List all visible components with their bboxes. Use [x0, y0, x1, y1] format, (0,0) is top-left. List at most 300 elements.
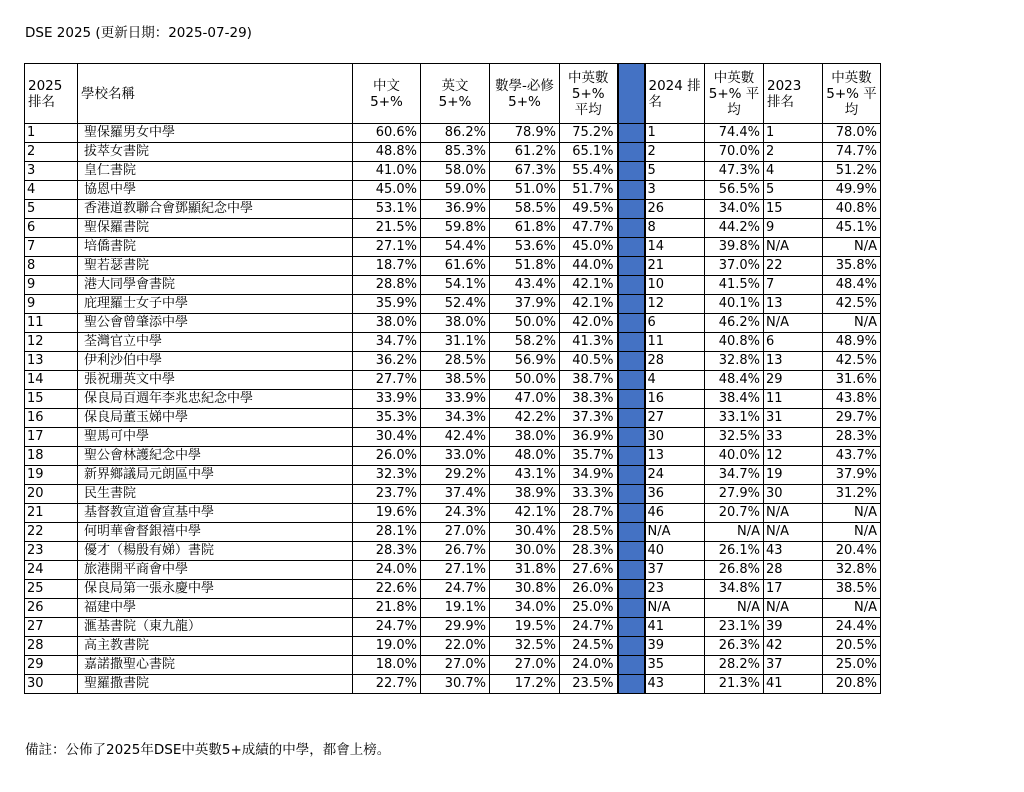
english-cell: 59.0%	[421, 181, 490, 200]
header-chinese: 中文 5+%	[353, 64, 421, 124]
school-name-cell: 香港道教聯合會鄧顯紀念中學	[78, 200, 353, 219]
english-cell: 27.0%	[421, 523, 490, 542]
column-separator	[618, 618, 645, 637]
english-cell: 61.6%	[421, 257, 490, 276]
average-2025-cell: 24.0%	[560, 656, 618, 675]
rank-2025-cell: 5	[25, 200, 78, 219]
rank-2024-cell: 14	[645, 238, 705, 257]
table-row	[25, 428, 881, 447]
column-separator	[618, 390, 645, 409]
table-row	[25, 675, 881, 694]
table-row	[25, 143, 881, 162]
table-row	[25, 656, 881, 675]
school-name-cell: 聖若瑟書院	[78, 257, 353, 276]
rank-2024-cell: 11	[645, 333, 705, 352]
chinese-cell: 35.3%	[353, 409, 421, 428]
table-row	[25, 485, 881, 504]
math-cell: 42.2%	[490, 409, 560, 428]
average-2023-cell: 32.8%	[823, 561, 881, 580]
average-2023-cell: 49.9%	[823, 181, 881, 200]
column-separator	[618, 637, 645, 656]
table-row	[25, 542, 881, 561]
school-name-cell: 張祝珊英文中學	[78, 371, 353, 390]
english-cell: 31.1%	[421, 333, 490, 352]
column-separator	[618, 162, 645, 181]
column-separator	[618, 485, 645, 504]
english-cell: 28.5%	[421, 352, 490, 371]
english-cell: 34.3%	[421, 409, 490, 428]
average-2024-cell: 20.7%	[705, 504, 764, 523]
average-2025-cell: 42.0%	[560, 314, 618, 333]
header-english: 英文 5+%	[421, 64, 490, 124]
average-2024-cell: 48.4%	[705, 371, 764, 390]
rank-2024-cell: 6	[645, 314, 705, 333]
column-separator	[618, 181, 645, 200]
rank-2025-cell: 28	[25, 637, 78, 656]
school-name-cell: 伊利沙伯中學	[78, 352, 353, 371]
average-2023-cell: 37.9%	[823, 466, 881, 485]
header-average-2025: 中英數 5+% 平均	[560, 64, 618, 124]
rank-2025-cell: 25	[25, 580, 78, 599]
math-cell: 38.0%	[490, 428, 560, 447]
rank-2024-cell: 2	[645, 143, 705, 162]
school-name-cell: 基督教宣道會宣基中學	[78, 504, 353, 523]
school-name-cell: 保良局董玉娣中學	[78, 409, 353, 428]
rank-2024-cell: 16	[645, 390, 705, 409]
average-2023-cell: 31.6%	[823, 371, 881, 390]
english-cell: 33.9%	[421, 390, 490, 409]
rank-2024-cell: 30	[645, 428, 705, 447]
average-2023-cell: 43.7%	[823, 447, 881, 466]
school-name-cell: 庇理羅士女子中學	[78, 295, 353, 314]
table-row	[25, 637, 881, 656]
average-2023-cell: 43.8%	[823, 390, 881, 409]
english-cell: 36.9%	[421, 200, 490, 219]
column-separator	[618, 599, 645, 618]
english-cell: 24.7%	[421, 580, 490, 599]
column-separator	[618, 276, 645, 295]
rank-2023-cell: 1	[764, 124, 823, 143]
school-name-cell: 保良局第一張永慶中學	[78, 580, 353, 599]
table-row	[25, 618, 881, 637]
math-cell: 43.4%	[490, 276, 560, 295]
average-2025-cell: 33.3%	[560, 485, 618, 504]
rank-2025-cell: 13	[25, 352, 78, 371]
math-cell: 61.8%	[490, 219, 560, 238]
rank-2025-cell: 12	[25, 333, 78, 352]
average-2025-cell: 37.3%	[560, 409, 618, 428]
english-cell: 52.4%	[421, 295, 490, 314]
rank-2023-cell: 28	[764, 561, 823, 580]
rank-2025-cell: 23	[25, 542, 78, 561]
math-cell: 58.5%	[490, 200, 560, 219]
school-name-cell: 新界鄉議局元朗區中學	[78, 466, 353, 485]
rank-2025-cell: 29	[25, 656, 78, 675]
average-2023-cell: 28.3%	[823, 428, 881, 447]
chinese-cell: 38.0%	[353, 314, 421, 333]
rank-2023-cell: 13	[764, 295, 823, 314]
school-name-cell: 民生書院	[78, 485, 353, 504]
school-name-cell: 嘉諾撒聖心書院	[78, 656, 353, 675]
average-2023-cell: 78.0%	[823, 124, 881, 143]
school-name-cell: 滙基書院（東九龍）	[78, 618, 353, 637]
column-separator	[618, 561, 645, 580]
header-math: 數學-必修 5+%	[490, 64, 560, 124]
average-2025-cell: 24.7%	[560, 618, 618, 637]
rank-2024-cell: 41	[645, 618, 705, 637]
table-row	[25, 447, 881, 466]
english-cell: 38.0%	[421, 314, 490, 333]
rank-2023-cell: 43	[764, 542, 823, 561]
rank-2025-cell: 1	[25, 124, 78, 143]
rank-2023-cell: 17	[764, 580, 823, 599]
average-2023-cell: N/A	[823, 314, 881, 333]
header-rank-2024: 2024 排名	[645, 64, 705, 124]
school-name-cell: 聖保羅男女中學	[78, 124, 353, 143]
english-cell: 86.2%	[421, 124, 490, 143]
footnote: 備註：公佈了2025年DSE中英數5+成績的中學，都會上榜。	[25, 742, 391, 758]
math-cell: 32.5%	[490, 637, 560, 656]
chinese-cell: 48.8%	[353, 143, 421, 162]
average-2023-cell: N/A	[823, 238, 881, 257]
average-2023-cell: 20.8%	[823, 675, 881, 694]
average-2025-cell: 42.1%	[560, 276, 618, 295]
average-2025-cell: 44.0%	[560, 257, 618, 276]
english-cell: 27.0%	[421, 656, 490, 675]
rank-2025-cell: 15	[25, 390, 78, 409]
school-name-cell: 福建中學	[78, 599, 353, 618]
chinese-cell: 45.0%	[353, 181, 421, 200]
average-2025-cell: 49.5%	[560, 200, 618, 219]
column-separator	[618, 542, 645, 561]
rank-2025-cell: 22	[25, 523, 78, 542]
header-rank-2023: 2023 排名	[764, 64, 823, 124]
school-name-cell: 荃灣官立中學	[78, 333, 353, 352]
average-2024-cell: 39.8%	[705, 238, 764, 257]
rank-2025-cell: 3	[25, 162, 78, 181]
school-name-cell: 高主教書院	[78, 637, 353, 656]
average-2024-cell: 26.3%	[705, 637, 764, 656]
english-cell: 38.5%	[421, 371, 490, 390]
chinese-cell: 18.0%	[353, 656, 421, 675]
average-2024-cell: 47.3%	[705, 162, 764, 181]
rank-2025-cell: 30	[25, 675, 78, 694]
table-row	[25, 409, 881, 428]
table-row	[25, 124, 881, 143]
average-2024-cell: 34.8%	[705, 580, 764, 599]
rank-2023-cell: N/A	[764, 238, 823, 257]
column-separator	[618, 504, 645, 523]
ranking-table	[24, 63, 881, 694]
math-cell: 17.2%	[490, 675, 560, 694]
average-2025-cell: 34.9%	[560, 466, 618, 485]
table-row	[25, 162, 881, 181]
average-2024-cell: N/A	[705, 599, 764, 618]
average-2024-cell: 41.5%	[705, 276, 764, 295]
english-cell: 58.0%	[421, 162, 490, 181]
average-2024-cell: 37.0%	[705, 257, 764, 276]
chinese-cell: 28.8%	[353, 276, 421, 295]
chinese-cell: 24.7%	[353, 618, 421, 637]
chinese-cell: 22.7%	[353, 675, 421, 694]
math-cell: 53.6%	[490, 238, 560, 257]
school-name-cell: 協恩中學	[78, 181, 353, 200]
column-separator	[618, 447, 645, 466]
chinese-cell: 24.0%	[353, 561, 421, 580]
table-row	[25, 181, 881, 200]
column-separator	[618, 656, 645, 675]
rank-2023-cell: 29	[764, 371, 823, 390]
rank-2025-cell: 21	[25, 504, 78, 523]
column-separator	[618, 428, 645, 447]
rank-2024-cell: 27	[645, 409, 705, 428]
table-header-row	[25, 64, 881, 124]
school-name-cell: 旅港開平商會中學	[78, 561, 353, 580]
rank-2023-cell: N/A	[764, 504, 823, 523]
english-cell: 33.0%	[421, 447, 490, 466]
math-cell: 51.0%	[490, 181, 560, 200]
average-2023-cell: 48.9%	[823, 333, 881, 352]
school-name-cell: 聖馬可中學	[78, 428, 353, 447]
rank-2024-cell: 4	[645, 371, 705, 390]
header-average-2024: 中英數 5+% 平均	[705, 64, 764, 124]
school-name-cell: 拔萃女書院	[78, 143, 353, 162]
rank-2024-cell: 37	[645, 561, 705, 580]
english-cell: 59.8%	[421, 219, 490, 238]
rank-2024-cell: 23	[645, 580, 705, 599]
column-separator	[618, 371, 645, 390]
rank-2025-cell: 9	[25, 295, 78, 314]
column-separator	[618, 238, 645, 257]
rank-2024-cell: 1	[645, 124, 705, 143]
rank-2024-cell: N/A	[645, 599, 705, 618]
rank-2025-cell: 11	[25, 314, 78, 333]
average-2023-cell: 51.2%	[823, 162, 881, 181]
average-2024-cell: 32.8%	[705, 352, 764, 371]
rank-2024-cell: 10	[645, 276, 705, 295]
chinese-cell: 30.4%	[353, 428, 421, 447]
average-2024-cell: 46.2%	[705, 314, 764, 333]
average-2025-cell: 55.4%	[560, 162, 618, 181]
rank-2023-cell: 41	[764, 675, 823, 694]
math-cell: 50.0%	[490, 371, 560, 390]
rank-2024-cell: 43	[645, 675, 705, 694]
column-separator	[618, 675, 645, 694]
average-2024-cell: 70.0%	[705, 143, 764, 162]
rank-2023-cell: 9	[764, 219, 823, 238]
rank-2025-cell: 24	[25, 561, 78, 580]
column-separator	[618, 257, 645, 276]
average-2025-cell: 28.5%	[560, 523, 618, 542]
table-row	[25, 219, 881, 238]
average-2025-cell: 42.1%	[560, 295, 618, 314]
rank-2024-cell: 3	[645, 181, 705, 200]
rank-2023-cell: 19	[764, 466, 823, 485]
average-2024-cell: 34.0%	[705, 200, 764, 219]
rank-2024-cell: 28	[645, 352, 705, 371]
average-2024-cell: 27.9%	[705, 485, 764, 504]
english-cell: 42.4%	[421, 428, 490, 447]
math-cell: 30.4%	[490, 523, 560, 542]
average-2025-cell: 47.7%	[560, 219, 618, 238]
rank-2023-cell: 12	[764, 447, 823, 466]
average-2024-cell: 40.0%	[705, 447, 764, 466]
table-row	[25, 561, 881, 580]
school-name-cell: 皇仁書院	[78, 162, 353, 181]
english-cell: 54.4%	[421, 238, 490, 257]
rank-2025-cell: 18	[25, 447, 78, 466]
rank-2023-cell: 5	[764, 181, 823, 200]
table-row	[25, 295, 881, 314]
math-cell: 48.0%	[490, 447, 560, 466]
school-name-cell: 聖公會林護紀念中學	[78, 447, 353, 466]
school-name-cell: 何明華會督銀禧中學	[78, 523, 353, 542]
chinese-cell: 36.2%	[353, 352, 421, 371]
rank-2023-cell: 6	[764, 333, 823, 352]
rank-2024-cell: N/A	[645, 523, 705, 542]
average-2025-cell: 75.2%	[560, 124, 618, 143]
chinese-cell: 18.7%	[353, 257, 421, 276]
school-name-cell: 聖公會曾肇添中學	[78, 314, 353, 333]
average-2025-cell: 25.0%	[560, 599, 618, 618]
rank-2025-cell: 27	[25, 618, 78, 637]
english-cell: 29.9%	[421, 618, 490, 637]
rank-2023-cell: N/A	[764, 523, 823, 542]
table-row	[25, 599, 881, 618]
average-2024-cell: 38.4%	[705, 390, 764, 409]
rank-2023-cell: N/A	[764, 599, 823, 618]
rank-2024-cell: 26	[645, 200, 705, 219]
column-separator	[618, 580, 645, 599]
column-separator	[618, 352, 645, 371]
rank-2025-cell: 20	[25, 485, 78, 504]
rank-2023-cell: 13	[764, 352, 823, 371]
english-cell: 54.1%	[421, 276, 490, 295]
chinese-cell: 33.9%	[353, 390, 421, 409]
english-cell: 37.4%	[421, 485, 490, 504]
table-row	[25, 314, 881, 333]
math-cell: 38.9%	[490, 485, 560, 504]
rank-2025-cell: 4	[25, 181, 78, 200]
average-2025-cell: 65.1%	[560, 143, 618, 162]
average-2024-cell: 32.5%	[705, 428, 764, 447]
column-separator	[618, 409, 645, 428]
table-row	[25, 333, 881, 352]
rank-2024-cell: 8	[645, 219, 705, 238]
average-2024-cell: 28.2%	[705, 656, 764, 675]
rank-2024-cell: 39	[645, 637, 705, 656]
chinese-cell: 19.6%	[353, 504, 421, 523]
rank-2025-cell: 6	[25, 219, 78, 238]
rank-2023-cell: 11	[764, 390, 823, 409]
average-2025-cell: 27.6%	[560, 561, 618, 580]
chinese-cell: 41.0%	[353, 162, 421, 181]
column-separator	[618, 523, 645, 542]
average-2024-cell: 34.7%	[705, 466, 764, 485]
table-row	[25, 580, 881, 599]
math-cell: 30.0%	[490, 542, 560, 561]
math-cell: 27.0%	[490, 656, 560, 675]
english-cell: 30.7%	[421, 675, 490, 694]
rank-2024-cell: 13	[645, 447, 705, 466]
average-2024-cell: 56.5%	[705, 181, 764, 200]
column-separator	[618, 124, 645, 143]
column-separator	[618, 200, 645, 219]
average-2024-cell: 26.1%	[705, 542, 764, 561]
header-school-name: 學校名稱	[78, 64, 353, 124]
math-cell: 50.0%	[490, 314, 560, 333]
average-2024-cell: 26.8%	[705, 561, 764, 580]
table-row	[25, 390, 881, 409]
math-cell: 58.2%	[490, 333, 560, 352]
math-cell: 51.8%	[490, 257, 560, 276]
average-2023-cell: 25.0%	[823, 656, 881, 675]
chinese-cell: 19.0%	[353, 637, 421, 656]
english-cell: 26.7%	[421, 542, 490, 561]
rank-2025-cell: 19	[25, 466, 78, 485]
table-row	[25, 523, 881, 542]
rank-2023-cell: 2	[764, 143, 823, 162]
rank-2024-cell: 5	[645, 162, 705, 181]
header-rank-2025: 2025 排名	[25, 64, 78, 124]
average-2025-cell: 40.5%	[560, 352, 618, 371]
average-2023-cell: N/A	[823, 504, 881, 523]
math-cell: 34.0%	[490, 599, 560, 618]
chinese-cell: 22.6%	[353, 580, 421, 599]
rank-2024-cell: 35	[645, 656, 705, 675]
chinese-cell: 53.1%	[353, 200, 421, 219]
english-cell: 19.1%	[421, 599, 490, 618]
math-cell: 61.2%	[490, 143, 560, 162]
average-2023-cell: N/A	[823, 599, 881, 618]
column-separator	[618, 314, 645, 333]
school-name-cell: 聖保羅書院	[78, 219, 353, 238]
chinese-cell: 28.3%	[353, 542, 421, 561]
average-2023-cell: 42.5%	[823, 295, 881, 314]
average-2023-cell: 20.5%	[823, 637, 881, 656]
average-2025-cell: 45.0%	[560, 238, 618, 257]
average-2025-cell: 38.3%	[560, 390, 618, 409]
average-2025-cell: 26.0%	[560, 580, 618, 599]
math-cell: 67.3%	[490, 162, 560, 181]
column-separator	[618, 466, 645, 485]
average-2023-cell: 31.2%	[823, 485, 881, 504]
rank-2025-cell: 9	[25, 276, 78, 295]
chinese-cell: 26.0%	[353, 447, 421, 466]
math-cell: 42.1%	[490, 504, 560, 523]
english-cell: 22.0%	[421, 637, 490, 656]
chinese-cell: 27.7%	[353, 371, 421, 390]
chinese-cell: 21.5%	[353, 219, 421, 238]
rank-2024-cell: 46	[645, 504, 705, 523]
table-row	[25, 238, 881, 257]
rank-2023-cell: 42	[764, 637, 823, 656]
math-cell: 37.9%	[490, 295, 560, 314]
rank-2024-cell: 24	[645, 466, 705, 485]
table-row	[25, 371, 881, 390]
average-2025-cell: 51.7%	[560, 181, 618, 200]
chinese-cell: 32.3%	[353, 466, 421, 485]
average-2024-cell: 40.1%	[705, 295, 764, 314]
math-cell: 30.8%	[490, 580, 560, 599]
math-cell: 31.8%	[490, 561, 560, 580]
table-body	[25, 124, 881, 694]
math-cell: 78.9%	[490, 124, 560, 143]
rank-2025-cell: 16	[25, 409, 78, 428]
chinese-cell: 27.1%	[353, 238, 421, 257]
rank-2024-cell: 40	[645, 542, 705, 561]
average-2023-cell: 48.4%	[823, 276, 881, 295]
